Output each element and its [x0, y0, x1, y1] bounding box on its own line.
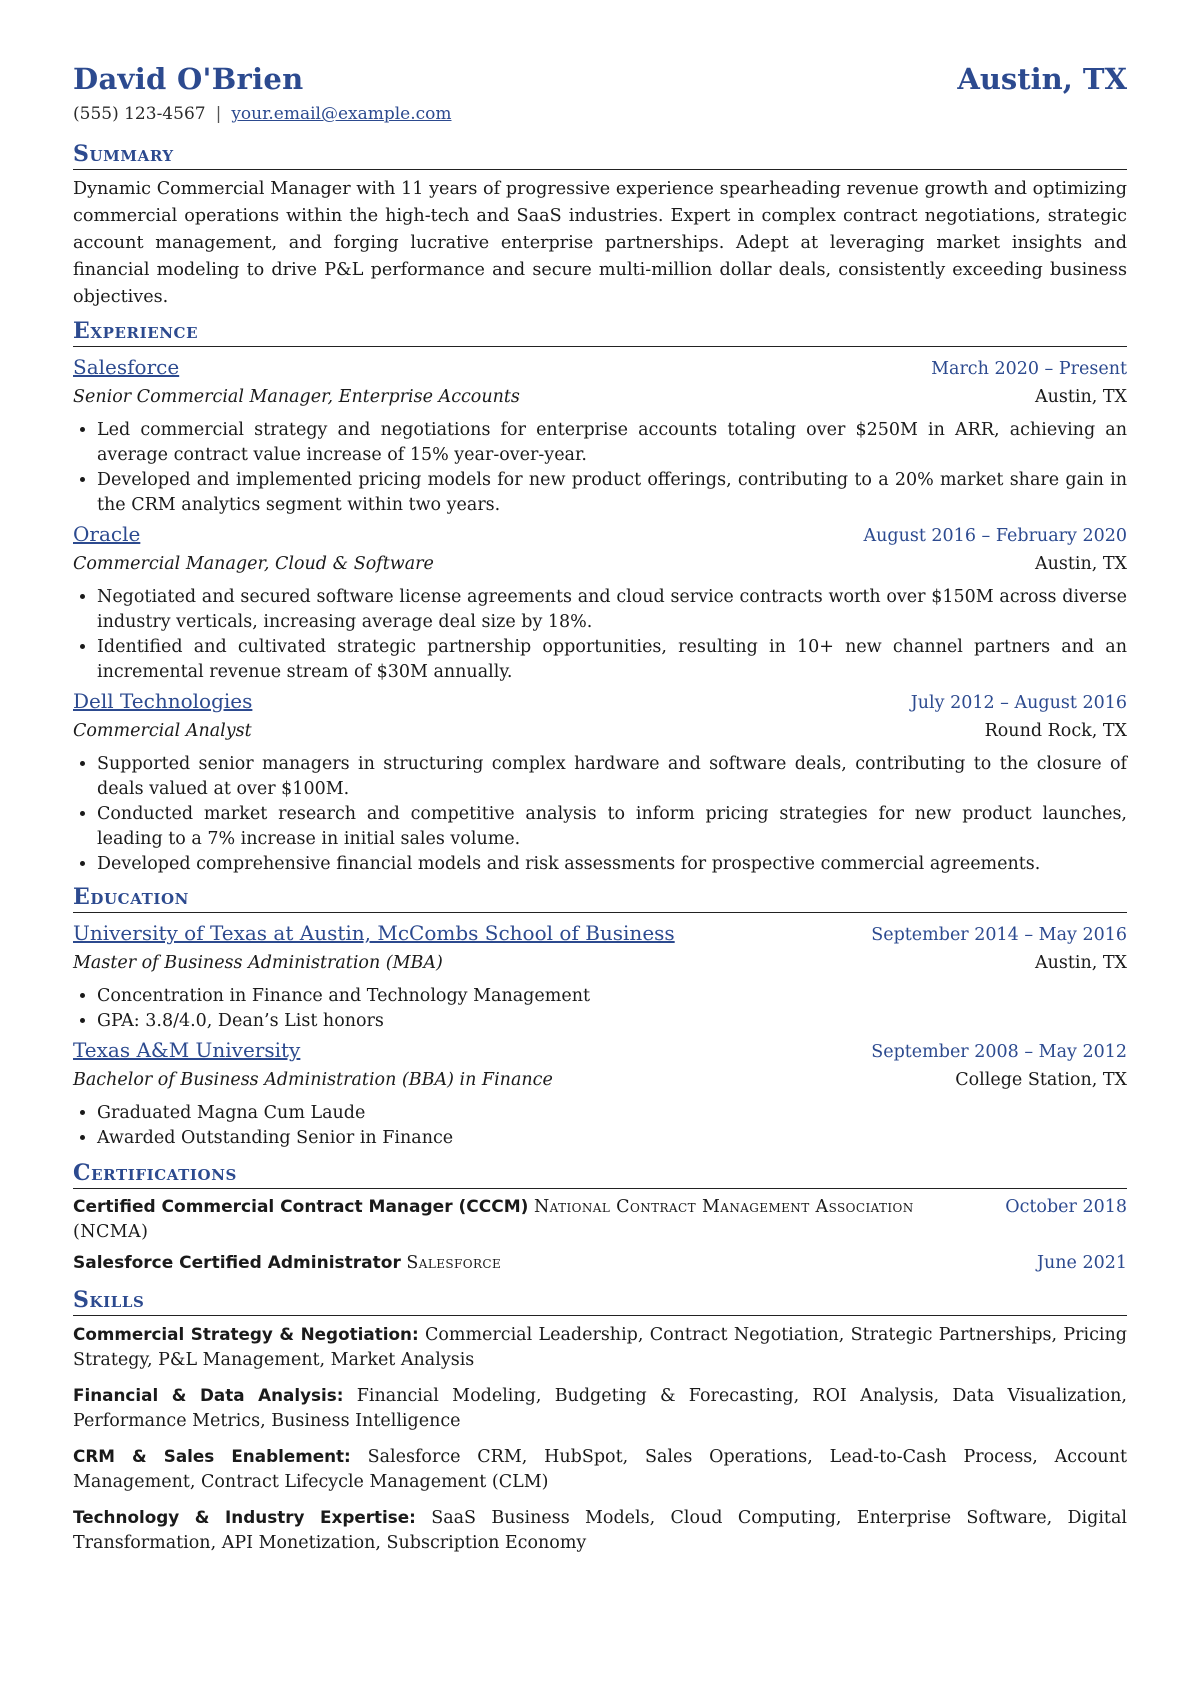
- achievement-item: • Identified and cultivated strategic partnership opportunities, resulting in 10+ new channel partners and an incremental revenue stream of $30M annually.: [97, 635, 1127, 685]
- resume-header: [73, 62, 1127, 96]
- job-title: Commercial Analyst: [73, 721, 252, 741]
- skill-group: [73, 1322, 1127, 1373]
- skill-items: Salesforce CRM, HubSpot, Sales Operations, Lead-to-Cash Process, Account Management, Contract Lifecycle Management (CLM): [73, 1447, 1127, 1492]
- achievement-item: • Conducted market research and competitive analysis to inform pricing strategies for new product launches, leading to a 7% increase in initial sales volume.: [97, 802, 1127, 852]
- contact-line: [73, 104, 1127, 124]
- employment-dates: July 2012 – August 2016: [910, 693, 1127, 713]
- skills-section: [73, 1286, 1127, 1556]
- school-location: Austin, TX: [1034, 953, 1127, 973]
- achievement-item: • Developed and implemented pricing models for new product offerings, contributing to a 20% market share gain in the CRM analytics segment within two years.: [97, 468, 1127, 518]
- section-title-certifications: Certifications: [73, 1159, 1127, 1189]
- job-title: Senior Commercial Manager, Enterprise Accounts: [73, 387, 520, 407]
- section-title-skills: Skills: [73, 1286, 1127, 1316]
- education-detail-list: [73, 984, 1127, 1034]
- achievement-list: [73, 585, 1127, 685]
- skill-group: [73, 1505, 1127, 1556]
- achievement-item: • Developed comprehensive financial models and risk assessments for prospective commercial agreements.: [97, 852, 1127, 877]
- employment-dates: August 2016 – February 2020: [863, 526, 1127, 546]
- employer-link[interactable]: Salesforce: [73, 355, 180, 379]
- education-entry: [73, 1036, 1127, 1151]
- school-location: College Station, TX: [955, 1070, 1127, 1090]
- achievement-item: • Negotiated and secured software license agreements and cloud service contracts worth over $150M across diverse industry verticals, increasing average deal size by 18%.: [97, 585, 1127, 635]
- certification-date: June 2021: [1036, 1253, 1127, 1273]
- phone-number: (555) 123-4567: [73, 104, 206, 124]
- section-title-education: Education: [73, 883, 1127, 913]
- achievement-list: [73, 418, 1127, 518]
- education-detail-item: • Awarded Outstanding Senior in Finance: [97, 1126, 1127, 1151]
- degree: Master of Business Administration (MBA): [73, 953, 443, 973]
- certification-issuer: National Contract Management Association (NCMA): [73, 1197, 914, 1242]
- degree: Bachelor of Business Administration (BBA) in Finance: [73, 1070, 553, 1090]
- school-link[interactable]: University of Texas at Austin, McCombs School of Business: [73, 921, 675, 945]
- education-detail-item: • Graduated Magna Cum Laude: [97, 1101, 1127, 1126]
- skill-group: [73, 1383, 1127, 1434]
- achievement-item: • Supported senior managers in structuring complex hardware and software deals, contributing to the closure of deals valued at over $100M.: [97, 752, 1127, 802]
- certification-issuer: Salesforce: [406, 1253, 502, 1273]
- summary-text: Dynamic Commercial Manager with 11 years of progressive experience spearheading revenue growth and optimizing commercial operations within the high-tech and SaaS industries. Expert in complex contract negotiations, strategic account management, and forging lucrative enterprise partnerships. Adept at leveraging market insights and financial modeling to drive P&L performance and secure multi-million dollar deals, consistently exceeding business objectives.: [73, 179, 1127, 307]
- education-detail-item: • GPA: 3.8/4.0, Dean’s List honors: [97, 1009, 1127, 1034]
- skill-items: Commercial Leadership, Contract Negotiation, Strategic Partnerships, Pricing Strategy, P&L Management, Market Analysis: [73, 1325, 1127, 1370]
- employer-link[interactable]: Oracle: [73, 522, 141, 546]
- certification-entry: [73, 1195, 1127, 1245]
- section-title-summary: Summary: [73, 140, 1127, 170]
- skill-category: Financial & Data Analysis:: [73, 1385, 344, 1405]
- skill-items: Financial Modeling, Budgeting & Forecasting, ROI Analysis, Data Visualization, Performance Metrics, Business Intelligence: [73, 1386, 1127, 1431]
- skill-items: SaaS Business Models, Cloud Computing, Enterprise Software, Digital Transformation, API Monetization, Subscription Economy: [73, 1508, 1127, 1553]
- skill-category: CRM & Sales Enablement:: [73, 1446, 351, 1466]
- experience-entry: [73, 520, 1127, 685]
- certification-name: Certified Commercial Contract Manager (CCCM): [73, 1197, 529, 1217]
- skill-category: Technology & Industry Expertise:: [73, 1507, 416, 1527]
- education-detail-list: [73, 1101, 1127, 1151]
- experience-section: [73, 317, 1127, 877]
- contact-separator: |: [215, 104, 222, 124]
- certification-date: October 2018: [1005, 1197, 1127, 1217]
- section-title-experience: Experience: [73, 317, 1127, 347]
- candidate-location: Austin, TX: [957, 62, 1127, 96]
- achievement-list: [73, 752, 1127, 877]
- experience-entry: [73, 687, 1127, 877]
- certifications-section: [73, 1159, 1127, 1276]
- resume-page: [73, 62, 1127, 1556]
- study-dates: September 2008 – May 2012: [871, 1042, 1127, 1062]
- job-title: Commercial Manager, Cloud & Software: [73, 554, 434, 574]
- email-link[interactable]: your.email@example.com: [231, 104, 452, 124]
- skill-category: Commercial Strategy & Negotiation:: [73, 1324, 419, 1344]
- certification-name: Salesforce Certified Administrator: [73, 1253, 401, 1273]
- job-location: Austin, TX: [1034, 387, 1127, 407]
- study-dates: September 2014 – May 2016: [871, 925, 1127, 945]
- education-entry: [73, 919, 1127, 1034]
- summary-section: [73, 140, 1127, 311]
- candidate-name: David O'Brien: [73, 62, 304, 96]
- employment-dates: March 2020 – Present: [931, 359, 1127, 379]
- achievement-item: • Led commercial strategy and negotiations for enterprise accounts totaling over $250M in ARR, achieving an average contract value increase of 15% year-over-year.: [97, 418, 1127, 468]
- skill-group: [73, 1444, 1127, 1495]
- school-link[interactable]: Texas A&M University: [73, 1038, 301, 1062]
- education-section: [73, 883, 1127, 1151]
- experience-entry: [73, 353, 1127, 518]
- employer-link[interactable]: Dell Technologies: [73, 689, 253, 713]
- job-location: Austin, TX: [1034, 554, 1127, 574]
- education-detail-item: • Concentration in Finance and Technology Management: [97, 984, 1127, 1009]
- certification-entry: [73, 1251, 1127, 1276]
- job-location: Round Rock, TX: [984, 721, 1127, 741]
